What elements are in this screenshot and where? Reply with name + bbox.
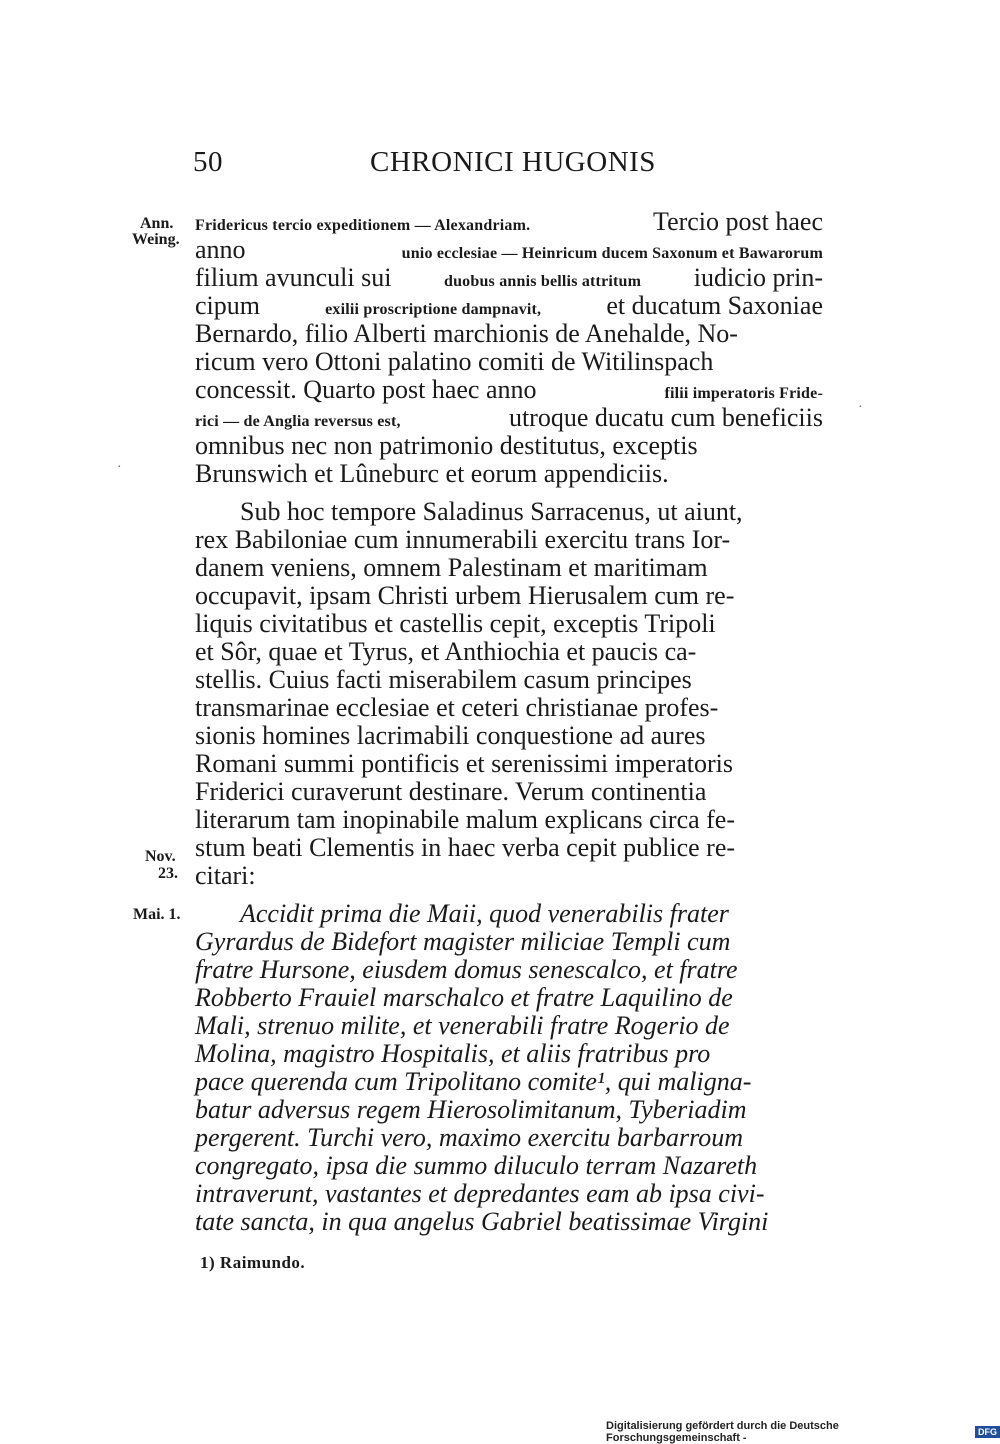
text-line-italic: Accidit prima die Maii, quod venerabilis frater bbox=[240, 899, 729, 928]
text-line: omnibus nec non patrimonio destitutus, exceptis bbox=[195, 431, 698, 460]
text-line: Sub hoc tempore Saladinus Sarracenus, ut aiunt, bbox=[240, 497, 743, 526]
text-line-italic: intraverunt, vastantes et depredantes eam ab ipsa civi- bbox=[195, 1179, 765, 1208]
text-line: stum beati Clementis in haec verba cepit publice re- bbox=[195, 833, 736, 862]
text-line: liquis civitatibus et castellis cepit, exceptis Tripoli bbox=[195, 609, 716, 638]
text-line: rex Babiloniae cum innumerabili exercitu trans Ior- bbox=[195, 525, 731, 554]
margin-note-ann: Ann. bbox=[140, 215, 174, 232]
margin-note-nov-day: 23. bbox=[158, 865, 178, 882]
margin-note-weing: Weing. bbox=[132, 231, 180, 248]
page-number: 50 bbox=[193, 146, 223, 178]
text-line: Bernardo, filio Alberti marchionis de Anehalde, No- bbox=[195, 319, 738, 348]
text-line-italic: Mali, strenuo milite, et venerabili fratre Rogerio de bbox=[195, 1011, 730, 1040]
scan-speck: · bbox=[117, 460, 122, 475]
scan-speck: · bbox=[858, 400, 863, 415]
text-line-italic: Gyrardus de Bidefort magister miliciae Templi cum bbox=[195, 927, 731, 956]
text-line-italic: fratre Hursone, eiusdem domus senescalco, et fratre bbox=[195, 955, 738, 984]
text-line: rici — de Anglia reversus est, utroque ducatu cum beneficiis bbox=[195, 403, 823, 432]
text-line: citari: bbox=[195, 861, 256, 890]
text-line-italic: batur adversus regem Hierosolimitanum, Tyberiadim bbox=[195, 1095, 747, 1124]
margin-note-nov: Nov. bbox=[145, 848, 176, 865]
text-line: transmarinae ecclesiae et ceteri christianae profes- bbox=[195, 693, 719, 722]
text-line: literarum tam inopinabile malum explicans circa fe- bbox=[195, 805, 736, 834]
text-line-italic: congregato, ipsa die summo diluculo terram Nazareth bbox=[195, 1151, 758, 1180]
text-line: stellis. Cuius facti miserabilem casum principes bbox=[195, 665, 692, 694]
text-line: et Sôr, quae et Tyrus, et Anthiochia et paucis ca- bbox=[195, 637, 697, 666]
text-line-italic: Molina, magistro Hospitalis, et aliis fratribus pro bbox=[195, 1039, 711, 1068]
credit-text: Digitalisierung gefördert durch die Deutsche Forschungsgemeinschaft - bbox=[606, 1420, 839, 1444]
text-line: Friderici curaverunt destinare. Verum continentia bbox=[195, 777, 707, 806]
dfg-logo: DFG bbox=[975, 1426, 1000, 1438]
text-line-italic: tate sancta, in qua angelus Gabriel beatissimae Virgini bbox=[195, 1207, 769, 1236]
text-line: Brunswich et Lûneburc et eorum appendiciis. bbox=[195, 459, 669, 488]
text-line: Fridericus tercio expeditionem — Alexandriam. Tercio post haec bbox=[195, 207, 823, 236]
text-line: occupavit, ipsam Christi urbem Hierusalem cum re- bbox=[195, 581, 735, 610]
text-line: ricum vero Ottoni palatino comiti de Witilinspach bbox=[195, 347, 714, 376]
margin-note-mai: Mai. 1. bbox=[133, 906, 181, 923]
text-line: anno unio ecclesiae — Heinricum ducem Saxonum et Bawarorum bbox=[195, 235, 823, 264]
text-line: Romani summi pontificis et serenissimi imperatoris bbox=[195, 749, 733, 778]
running-title: CHRONICI HUGONIS bbox=[370, 146, 656, 178]
text-line-italic: pace querenda cum Tripolitano comite¹, qui maligna- bbox=[195, 1067, 752, 1096]
text-line-italic: Robberto Frauiel marschalco et fratre Laquilino de bbox=[195, 983, 733, 1012]
footnote: 1) Raimundo. bbox=[200, 1253, 306, 1272]
text-line: concessit. Quarto post haec anno filii imperatoris Fride- bbox=[195, 375, 823, 404]
digitization-credit bbox=[606, 1420, 1000, 1444]
text-line: sionis homines lacrimabili conquestione ad aures bbox=[195, 721, 706, 750]
text-line: cipum exilii proscriptione dampnavit, et ducatum Saxoniae bbox=[195, 291, 823, 320]
text-line: filium avunculi sui duobus annis bellis attritum iudicio prin- bbox=[195, 263, 823, 292]
text-line: danem veniens, omnem Palestinam et maritimam bbox=[195, 553, 708, 582]
text-line-italic: pergerent. Turchi vero, maximo exercitu barbarroum bbox=[195, 1123, 744, 1152]
